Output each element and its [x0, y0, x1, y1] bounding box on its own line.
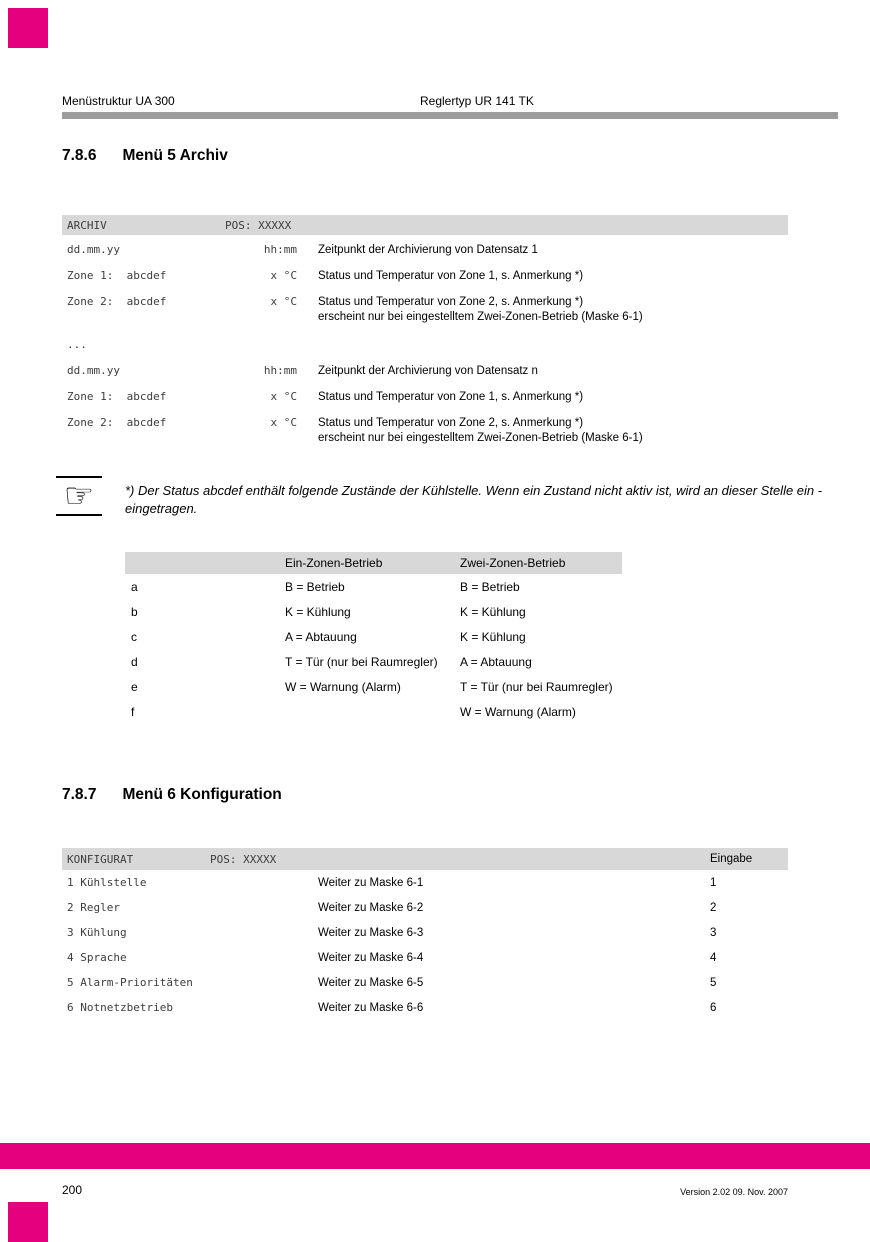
status-row — [125, 699, 622, 724]
konfigurat-table-header — [62, 848, 788, 870]
row-desc-line2: erscheint nur bei eingestelltem Zwei-Zonen-Betrieb (Maske 6-1) — [318, 311, 643, 323]
konfig-row — [62, 895, 788, 920]
status-key: f — [131, 704, 135, 719]
accent-square-bottom — [8, 1202, 48, 1242]
menu-input: 5 — [710, 976, 717, 989]
menu-action: Weiter zu Maske 6-2 — [318, 901, 424, 914]
row-desc: Zeitpunkt der Archivierung von Datensatz n — [318, 365, 538, 377]
eingabe-header: Eingabe — [710, 853, 753, 865]
accent-bottom-bar — [0, 1143, 870, 1169]
header-rule — [62, 112, 838, 119]
menu-action: Weiter zu Maske 6-4 — [318, 951, 424, 964]
table-row — [62, 408, 788, 451]
row-display: dd.mm.yy — [67, 243, 120, 256]
status-zwei: T = Tür (nur bei Raumregler) — [460, 679, 613, 694]
section-heading-archiv — [62, 147, 228, 165]
status-header-zwei: Zwei-Zonen-Betrieb — [460, 556, 566, 570]
menu-action: Weiter zu Maske 6-5 — [318, 976, 424, 989]
row-display: ... — [67, 338, 87, 351]
konfig-row — [62, 870, 788, 895]
table-row — [62, 356, 788, 382]
status-ein: A = Abtauung — [285, 629, 357, 644]
row-value: hh:mm — [263, 243, 297, 256]
menu-input: 1 — [710, 876, 717, 889]
status-row — [125, 574, 622, 599]
menu-input: 2 — [710, 901, 717, 914]
menu-input: 4 — [710, 951, 717, 964]
section-heading-konfiguration — [62, 786, 282, 804]
table-row — [62, 287, 788, 330]
screen-pos: POS: XXXXX — [210, 852, 277, 866]
status-zwei: W = Warnung (Alarm) — [460, 704, 576, 719]
konfig-row — [62, 995, 788, 1020]
row-desc-line1: Status und Temperatur von Zone 2, s. Anmerkung *) — [318, 296, 584, 308]
status-table — [125, 552, 622, 724]
menu-item: 6 Notnetzbetrieb — [67, 1001, 173, 1014]
status-zwei: K = Kühlung — [460, 629, 526, 644]
status-row — [125, 599, 622, 624]
version-text: Version 2.02 09. Nov. 2007 — [680, 1187, 788, 1197]
section-number: 7.8.6 — [62, 147, 97, 164]
menu-action: Weiter zu Maske 6-1 — [318, 876, 424, 889]
menu-input: 6 — [710, 1001, 717, 1014]
konfig-row — [62, 945, 788, 970]
row-desc: Status und Temperatur von Zone 1, s. Anmerkung *) — [318, 270, 584, 282]
row-desc-line2: erscheint nur bei eingestelltem Zwei-Zonen-Betrieb (Maske 6-1) — [318, 432, 643, 444]
row-desc-line1: Status und Temperatur von Zone 2, s. Anmerkung *) — [318, 417, 584, 429]
konfig-row — [62, 970, 788, 995]
status-key: d — [131, 654, 138, 669]
status-row — [125, 649, 622, 674]
page-number: 200 — [62, 1183, 83, 1197]
status-ein: W = Warnung (Alarm) — [285, 679, 401, 694]
screen-name: KONFIGURAT — [67, 852, 134, 866]
row-display: Zone 1: abcdef — [67, 269, 167, 282]
menu-item: 5 Alarm-Prioritäten — [67, 976, 193, 989]
row-desc — [318, 295, 643, 325]
menu-action: Weiter zu Maske 6-6 — [318, 1001, 424, 1014]
status-header-ein: Ein-Zonen-Betrieb — [285, 556, 383, 570]
archiv-table-header — [62, 215, 788, 235]
screen-pos: POS: XXXXX — [225, 218, 292, 232]
menu-item: 4 Sprache — [67, 951, 127, 964]
row-display: Zone 1: abcdef — [67, 390, 167, 403]
footnote-text: *) Der Status abcdef enthält folgende Zustände der Kühlstelle. Wenn ein Zustand nicht aktiv ist, wird an dieser Stelle ein - eingetragen. — [125, 483, 823, 516]
status-key: a — [131, 579, 138, 594]
archiv-screen-table — [62, 215, 788, 451]
section-number: 7.8.7 — [62, 786, 97, 803]
accent-square-top — [8, 8, 48, 48]
manicule-icon: ☞ — [56, 476, 102, 516]
status-ein: T = Tür (nur bei Raumregler) — [285, 654, 438, 669]
row-value: x °C — [270, 416, 297, 429]
row-value: x °C — [270, 269, 297, 282]
status-key: b — [131, 604, 138, 619]
menu-input: 3 — [710, 926, 717, 939]
row-display: Zone 2: abcdef — [67, 416, 167, 429]
menu-item: 1 Kühlstelle — [67, 876, 147, 889]
status-zwei: B = Betrieb — [460, 579, 520, 594]
status-row — [125, 674, 622, 699]
status-key: c — [131, 629, 137, 644]
status-table-header — [125, 552, 622, 574]
row-display: Zone 2: abcdef — [67, 295, 167, 308]
screen-name: ARCHIV — [67, 218, 107, 232]
table-row — [62, 330, 788, 356]
status-row — [125, 624, 622, 649]
status-ein: K = Kühlung — [285, 604, 351, 619]
konfig-row — [62, 920, 788, 945]
running-header-right: Reglertyp UR 141 TK — [420, 94, 534, 108]
row-value: x °C — [270, 390, 297, 403]
menu-action: Weiter zu Maske 6-3 — [318, 926, 424, 939]
status-zwei: K = Kühlung — [460, 604, 526, 619]
row-desc — [318, 416, 643, 446]
table-row — [62, 382, 788, 408]
konfigurat-screen-table — [62, 848, 788, 1020]
status-key: e — [131, 679, 138, 694]
section-title: Menü 5 Archiv — [122, 147, 228, 164]
status-zwei: A = Abtauung — [460, 654, 532, 669]
row-desc: Zeitpunkt der Archivierung von Datensatz 1 — [318, 244, 538, 256]
running-header-left: Menüstruktur UA 300 — [62, 94, 175, 108]
row-value: hh:mm — [263, 364, 297, 377]
status-ein: B = Betrieb — [285, 579, 345, 594]
menu-item: 3 Kühlung — [67, 926, 127, 939]
table-row — [62, 261, 788, 287]
row-desc: Status und Temperatur von Zone 1, s. Anmerkung *) — [318, 391, 584, 403]
menu-item: 2 Regler — [67, 901, 120, 914]
table-row — [62, 235, 788, 261]
row-value: x °C — [270, 295, 297, 308]
section-title: Menü 6 Konfiguration — [122, 786, 282, 803]
row-display: dd.mm.yy — [67, 364, 120, 377]
